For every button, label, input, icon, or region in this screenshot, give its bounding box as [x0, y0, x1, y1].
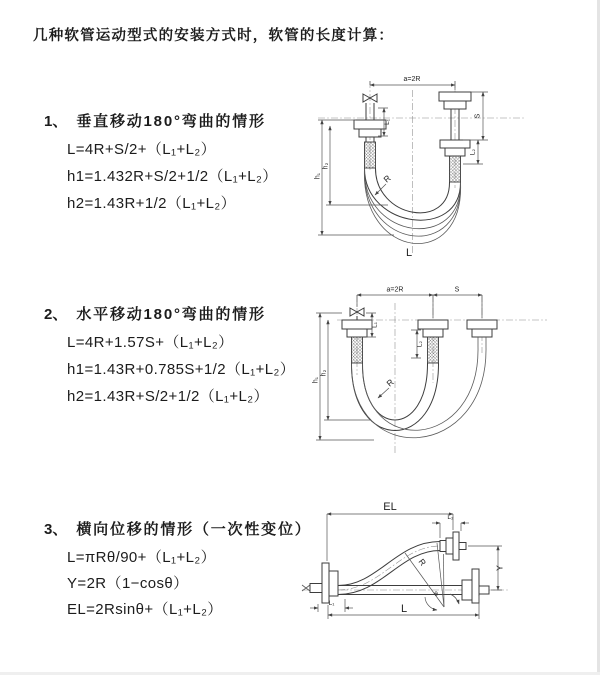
label-l2: L₂	[447, 514, 454, 521]
centerlines	[318, 81, 524, 254]
label-s: S	[454, 286, 460, 294]
formula-line: Y=2R（1−cosθ）	[67, 575, 189, 592]
left-fitting	[342, 320, 372, 363]
hose-arcs	[351, 347, 486, 438]
section-1-number: 1、	[44, 113, 68, 130]
section-2-heading	[44, 303, 266, 324]
formula-line: L=4R+S/2+（L₁+L₂）	[67, 141, 217, 158]
section-2-number: 2、	[44, 306, 68, 323]
dimension-lines	[316, 295, 482, 440]
formula-line: EL=2Rsinθ+（L₁+L₂）	[67, 601, 223, 618]
section-3-number: 3、	[44, 521, 68, 538]
diagram-lateral-displacement	[298, 498, 598, 658]
formula-line: h2=1.43R+1/2（L₁+L₂）	[67, 195, 237, 212]
label-el: EL	[383, 501, 397, 513]
label-a2r: a=2R	[403, 76, 421, 83]
page-title: 几种软管运动型式的安装方式时，软管的长度计算：	[33, 28, 395, 44]
s-curve-hose	[338, 542, 440, 595]
label-l: L	[400, 603, 408, 615]
label-h1: h₁	[312, 376, 320, 384]
label-r: R	[384, 376, 396, 389]
hose-arcs	[364, 168, 460, 244]
diagram-vertical-180-bend	[312, 68, 594, 260]
section-3-title: 横向位移的情形（一次性变位）	[76, 521, 312, 538]
label-s: S	[474, 113, 482, 119]
label-l1: L₁	[371, 322, 379, 328]
label-r: R	[381, 172, 393, 185]
label-l1: L₁	[328, 600, 335, 607]
section-2-title: 水平移动180°弯曲的情形	[76, 306, 266, 323]
formula-line: h1=1.432R+S/2+1/2（L₁+L₂）	[67, 168, 278, 185]
label-r: R	[416, 556, 429, 568]
label-a2r: a=2R	[386, 286, 404, 294]
section-3-heading	[44, 518, 312, 539]
label-l2: L₂	[469, 148, 477, 156]
formula-line: L=4R+1.57S+（L₁+L₂）	[67, 334, 234, 351]
diagram-horizontal-180-bend	[312, 283, 594, 463]
formula-line: h2=1.43R+S/2+1/2（L₁+L₂）	[67, 388, 269, 405]
section-1-heading	[44, 110, 266, 131]
label-l2: L₂	[416, 340, 424, 348]
right-flange	[462, 569, 489, 603]
left-flange	[302, 563, 338, 603]
label-theta: θ	[434, 591, 438, 598]
label-l1: L₁	[384, 119, 391, 125]
right-fitting	[467, 320, 497, 347]
section-1-title: 垂直移动180°弯曲的情形	[76, 113, 266, 130]
formula-line: h1=1.43R+0.785S+1/2（L₁+L₂）	[67, 361, 296, 378]
top-right-flange	[440, 532, 466, 560]
label-h1: h₁	[314, 172, 322, 180]
label-h2: h₂	[320, 369, 328, 377]
label-l: L	[405, 247, 413, 259]
formula-line: L=πRθ/90+（L₁+L₂）	[67, 549, 216, 566]
label-h2: h₂	[322, 162, 330, 170]
label-y: Y	[494, 565, 505, 571]
